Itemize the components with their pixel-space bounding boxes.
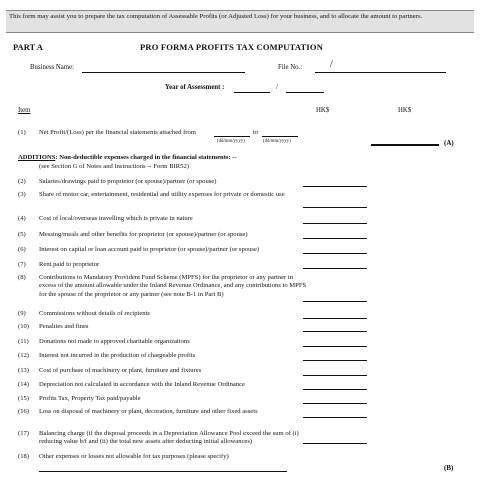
- item-number: (13): [18, 367, 29, 374]
- amount-field[interactable]: [303, 375, 367, 376]
- item-number: (16): [18, 408, 29, 415]
- item-number: (2): [18, 178, 26, 185]
- yoa-start-field[interactable]: [234, 92, 270, 93]
- item-1-text: Net Profit/(Loss) per the financial statements attached from: [39, 129, 196, 136]
- item-text: Share of motor car, entertainment, residential and utility expenses for private or domestic use: [39, 191, 285, 198]
- item-1-number: (1): [18, 129, 26, 136]
- item-number: (14): [18, 381, 29, 388]
- item-text: Interest on capital or loan account paid to proprietor (or spouse)/partner (or spouse): [39, 246, 260, 253]
- file-no-field[interactable]: [315, 72, 446, 73]
- amount-field[interactable]: [303, 417, 367, 418]
- item-text: Penalties and fines: [39, 323, 89, 330]
- additions-heading-line: [18, 154, 237, 162]
- item-number: (3): [18, 191, 26, 198]
- yoa-end-field[interactable]: [286, 92, 324, 93]
- item-text: Other expenses or losses not allowable for tax purposes (please specify): [39, 453, 229, 460]
- amount-field[interactable]: [303, 207, 367, 208]
- item-number: (6): [18, 246, 26, 253]
- yoa-slash: /: [276, 84, 278, 91]
- amount-a-field[interactable]: [371, 144, 439, 146]
- currency-header-2: HK$: [398, 107, 412, 114]
- item-number: (15): [18, 395, 29, 402]
- label-a: (A): [444, 139, 454, 147]
- amount-field[interactable]: [303, 360, 367, 361]
- file-no-slash: /: [330, 59, 333, 70]
- amount-field[interactable]: [303, 253, 367, 254]
- form-title: PRO FORMA PROFITS TAX COMPUTATION: [140, 42, 324, 52]
- additions-note: (see Section G of Notes and Instructions -- Form BIR52): [39, 163, 189, 170]
- item-text: Contributions to Mandatory Provident Fund Scheme (MPFS) for the proprietor or any partner in excess of the amount allowable under the Inland Revenue Ordinance, and any contributions to MPFS for the spouse of the proprietor or any partner (see note B-1 in Part B): [39, 274, 307, 298]
- label-b: (B): [444, 464, 454, 472]
- item-text: Donations not made to approved charitable organizations: [39, 338, 190, 345]
- amount-field[interactable]: [303, 318, 367, 319]
- other-expenses-specify-field[interactable]: [39, 471, 287, 472]
- item-number: (17): [18, 430, 29, 437]
- item-text: Loss on disposal of machinery or plant, decoration, furniture and other fixed assets: [39, 408, 258, 415]
- year-of-assessment-label: Year of Assessment :: [165, 84, 225, 91]
- item-1-to: to: [253, 129, 259, 136]
- item-number: (10): [18, 323, 29, 330]
- item-text: Interest not incurred in the production of chargeable profits: [39, 352, 196, 359]
- item-number: (12): [18, 352, 29, 359]
- amount-field[interactable]: [303, 268, 367, 269]
- item-text: Balancing charge (if the disposal proceeds in a Depreciation Allowance Pool exceed the sum of (i) reducing value b/f and (ii) the total new assets after deducting initial allowances): [39, 430, 299, 446]
- amount-field[interactable]: [303, 238, 367, 239]
- item-text: Cost of local/overseas travelling which is private in nature: [39, 215, 193, 222]
- item-number: (11): [18, 338, 29, 345]
- item-number: (18): [18, 453, 29, 460]
- period-start-field[interactable]: [214, 136, 250, 137]
- item-text: Rent paid to proprietor: [39, 261, 100, 268]
- additions-heading-rest: : Non-deductible expenses charged in the financial statements: --: [55, 154, 237, 161]
- amount-field[interactable]: [303, 346, 367, 347]
- file-no-label: File No.:: [278, 64, 303, 71]
- part-heading: PART A: [13, 42, 43, 52]
- item-number: (8): [18, 274, 26, 281]
- item-text: Messing/meals and other benefits for proprietor (or spouse)/partner (or spouse): [39, 231, 248, 238]
- amount-field[interactable]: [303, 186, 367, 187]
- item-text: Salaries/drawings paid to proprietor (or spouse)/partner (or spouse): [39, 178, 217, 185]
- period-end-field[interactable]: [262, 136, 298, 137]
- date-hint-end: (dd/mm/yyyy): [263, 139, 291, 144]
- business-name-label: Business Name:: [30, 64, 74, 71]
- intro-note: This form may assist you to prepare the tax computation of Assessable Profits (or Adjusted Loss) for your business, and to allocate the amount to partners.: [6, 10, 474, 33]
- item-text: Depreciation not calculated in accordance with the Inland Revenue Ordinance: [39, 381, 245, 388]
- item-number: (7): [18, 261, 26, 268]
- amount-field[interactable]: [303, 443, 367, 444]
- item-column-header: Item: [18, 107, 31, 114]
- business-name-field[interactable]: [82, 72, 245, 73]
- additions-heading: ADDITIONS: [18, 154, 56, 161]
- item-number: (9): [18, 310, 26, 317]
- item-text: Cost of purchase of machinery or plant, furniture and fixtures: [39, 367, 202, 374]
- currency-header-1: HK$: [316, 107, 330, 114]
- amount-field[interactable]: [303, 223, 367, 224]
- amount-field[interactable]: [303, 403, 367, 404]
- item-text: Commissions without details of recipients: [39, 310, 150, 317]
- item-number: (5): [18, 231, 26, 238]
- amount-field[interactable]: [303, 301, 367, 302]
- item-text: Profits Tax, Property Tax paid/payable: [39, 395, 141, 402]
- date-hint-start: (dd/mm/yyyy): [217, 139, 245, 144]
- amount-field[interactable]: [303, 389, 367, 390]
- item-number: (4): [18, 215, 26, 222]
- amount-field[interactable]: [303, 331, 367, 332]
